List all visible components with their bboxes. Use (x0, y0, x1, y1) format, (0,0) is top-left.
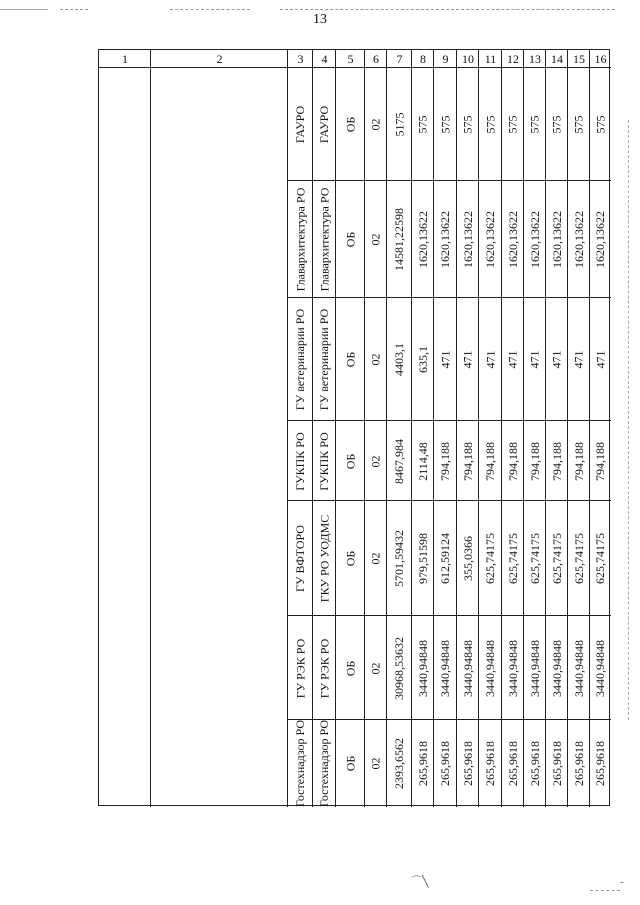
column-number: 14 (551, 51, 563, 66)
value-cell (546, 421, 568, 501)
value-cell (502, 298, 524, 421)
value-cell (387, 616, 412, 720)
cell-text: 794,188 (593, 441, 607, 481)
cell-text: 979,51598 (415, 533, 430, 584)
cell-text: ОБ (343, 660, 357, 676)
cell-text: 575 (593, 115, 607, 134)
budget-source-cell (336, 616, 365, 720)
budget-source-cell (336, 421, 365, 501)
value-cell (546, 501, 568, 616)
value-cell (434, 616, 457, 720)
value-cell (434, 720, 457, 807)
cell-text: ОБ (343, 351, 357, 368)
value-cell (568, 68, 590, 181)
cell-text: ГКУ РО УОДМС (317, 514, 332, 603)
cell-text: 625,74175 (483, 533, 497, 584)
value-cell (412, 421, 434, 501)
value-cell (502, 181, 524, 298)
cell-text: 575 (527, 115, 542, 134)
cell-text: 02 (368, 353, 383, 366)
value-cell (434, 421, 457, 501)
budget-source-cell (336, 68, 365, 181)
cell-text: 3440,94848 (549, 639, 564, 697)
cell-text: 3440,94848 (460, 639, 475, 697)
column-number: 3 (297, 51, 304, 66)
budget-table (98, 49, 610, 806)
cell-text: 3440,94848 (527, 639, 542, 697)
value-cell (502, 68, 524, 181)
scan-mark: ˘ (620, 880, 624, 892)
column-number: 8 (420, 51, 426, 66)
column-number: 12 (507, 51, 519, 66)
value-cell (457, 421, 479, 501)
cell-text: 1620,13622 (438, 211, 452, 268)
cell-text: 471 (483, 350, 497, 369)
cell-text: 4403,1 (392, 343, 406, 376)
value-cell (457, 68, 479, 181)
entity-name-cell (288, 68, 313, 181)
cell-text: 625,74175 (527, 533, 542, 584)
cell-text: 575 (483, 115, 497, 134)
responsible-org-cell (313, 181, 336, 298)
value-cell (502, 501, 524, 616)
budget-source-cell (336, 298, 365, 421)
code-cell (365, 181, 387, 298)
cell-text: ГУКПК РО (317, 431, 331, 491)
value-cell (590, 616, 611, 720)
cell-text: 02 (368, 757, 383, 770)
value-cell (434, 181, 457, 298)
cell-text: 612,59124 (438, 533, 452, 584)
cell-text: 02 (368, 455, 383, 467)
responsible-org-cell (313, 298, 336, 421)
cell-text: 265,9618 (549, 741, 564, 786)
value-cell (412, 501, 434, 616)
cell-text: 265,9618 (505, 741, 520, 786)
value-cell (546, 181, 568, 298)
cell-text: 265,9618 (571, 741, 586, 786)
value-cell (387, 720, 412, 807)
cell-text: 794,188 (505, 441, 520, 481)
cell-text: 794,188 (438, 441, 452, 481)
value-cell (479, 501, 502, 616)
cell-text: ОБ (343, 453, 357, 469)
cell-text: ГАУРО (293, 105, 308, 144)
cell-text: 1620,13622 (415, 211, 430, 268)
cell-text: 471 (593, 350, 607, 369)
scan-rule (590, 890, 620, 891)
value-cell (412, 68, 434, 181)
value-cell (457, 616, 479, 720)
column-number: 10 (462, 51, 474, 66)
cell-text: ГУ ветеринарии РО (293, 308, 307, 411)
budget-source-cell (336, 501, 365, 616)
column-number: 13 (529, 51, 541, 66)
value-cell (412, 720, 434, 807)
value-cell (457, 501, 479, 616)
value-cell (387, 181, 412, 298)
cell-text: 635,1 (415, 346, 430, 373)
cell-text: 3440,94848 (415, 639, 430, 697)
column-number: 9 (442, 51, 449, 66)
cell-text: 575 (505, 115, 520, 134)
cell-text: 02 (368, 233, 383, 246)
value-cell (502, 421, 524, 501)
scan-rule (60, 9, 88, 10)
cell-text: 1620,13622 (460, 211, 475, 268)
responsible-org-cell (313, 720, 336, 807)
cell-text: 265,9618 (438, 741, 452, 786)
cell-text: Главархитектура РО (293, 187, 307, 292)
entity-name-cell (288, 298, 313, 421)
cell-text: Главархитектура РО (317, 187, 331, 292)
scan-rule (0, 9, 48, 10)
value-cell (387, 501, 412, 616)
column-number: 15 (573, 51, 585, 66)
value-cell (546, 298, 568, 421)
column-number: 7 (396, 51, 403, 66)
cell-text: 3440,94848 (505, 639, 520, 697)
cell-text: 575 (549, 115, 564, 134)
value-cell (590, 421, 611, 501)
column-number: 5 (347, 51, 354, 66)
value-cell (590, 298, 611, 421)
column-number: 4 (321, 51, 328, 66)
cell-text: 471 (460, 350, 475, 369)
entity-name-cell (288, 616, 313, 720)
cell-text: ОБ (343, 116, 357, 133)
value-cell (479, 181, 502, 298)
code-cell (365, 501, 387, 616)
cell-text: 2393,6562 (392, 738, 406, 789)
scan-mark: ⌒╲ (411, 876, 429, 888)
value-cell (590, 720, 611, 807)
cell-text: 3440,94848 (438, 639, 452, 697)
cell-text: 575 (571, 115, 586, 134)
value-cell (524, 616, 546, 720)
value-cell (434, 501, 457, 616)
cell-text: 794,188 (549, 441, 564, 481)
entity-name-cell (288, 501, 313, 616)
cell-text: 265,9618 (527, 741, 542, 786)
cell-text: 1620,13622 (549, 211, 564, 268)
value-cell (524, 181, 546, 298)
cell-text: 1620,13622 (527, 211, 542, 268)
column-number: 11 (484, 51, 497, 66)
cell-text: 1620,13622 (505, 211, 520, 268)
value-cell (568, 298, 590, 421)
cell-text: 8467,984 (392, 438, 406, 484)
value-cell (479, 616, 502, 720)
column-divider (150, 50, 151, 807)
value-cell (479, 720, 502, 807)
cell-text: 3440,94848 (483, 639, 497, 697)
value-cell (546, 720, 568, 807)
value-cell (479, 68, 502, 181)
cell-text: 1620,13622 (483, 211, 497, 268)
value-cell (387, 68, 412, 181)
cell-text: ГУ РЭК РО (293, 638, 307, 698)
cell-text: 14581,22598 (392, 208, 406, 271)
value-cell (457, 720, 479, 807)
value-cell (502, 720, 524, 807)
cell-text: 471 (505, 350, 520, 369)
value-cell (457, 181, 479, 298)
value-cell (568, 181, 590, 298)
value-cell (546, 68, 568, 181)
cell-text: ГУ ветеринарии РО (317, 308, 331, 411)
column-number: 16 (594, 51, 607, 66)
value-cell (590, 181, 611, 298)
scan-rule (170, 9, 250, 10)
code-cell (365, 720, 387, 807)
cell-text: 265,9618 (483, 741, 497, 786)
column-number: 2 (216, 51, 223, 66)
value-cell (502, 616, 524, 720)
cell-text: 30968,53632 (392, 636, 406, 700)
cell-text: 5701,59432 (392, 530, 406, 587)
responsible-org-cell (313, 421, 336, 501)
code-cell (365, 421, 387, 501)
cell-text: 1620,13622 (571, 211, 586, 268)
cell-text: 3440,94848 (571, 639, 586, 697)
value-cell (524, 720, 546, 807)
cell-text: ГУ РЭК РО (317, 638, 331, 698)
value-cell (412, 298, 434, 421)
value-cell (412, 181, 434, 298)
cell-text: 794,188 (460, 441, 475, 481)
responsible-org-cell (313, 616, 336, 720)
value-cell (387, 421, 412, 501)
cell-text: 471 (571, 350, 586, 369)
value-cell (568, 616, 590, 720)
cell-text: 794,188 (527, 441, 542, 481)
value-cell (434, 298, 457, 421)
entity-name-cell (288, 720, 313, 807)
cell-text: 1620,13622 (593, 211, 607, 268)
budget-source-cell (336, 720, 365, 807)
value-cell (546, 616, 568, 720)
cell-text: 625,74175 (505, 533, 520, 584)
column-number: 1 (122, 51, 128, 66)
cell-text: 265,9618 (593, 741, 607, 786)
column-number: 6 (373, 51, 379, 66)
cell-text: 575 (460, 115, 475, 134)
value-cell (568, 501, 590, 616)
cell-text: 355,0366 (460, 536, 475, 581)
cell-text: 794,188 (483, 441, 497, 481)
cell-text: 471 (527, 350, 542, 369)
cell-text: 5175 (392, 112, 406, 137)
cell-text: 02 (368, 118, 383, 131)
value-cell (590, 501, 611, 616)
value-cell (457, 298, 479, 421)
entity-name-cell (288, 181, 313, 298)
cell-text: 794,188 (571, 441, 586, 481)
value-cell (387, 298, 412, 421)
cell-text: 471 (438, 350, 452, 369)
code-cell (365, 298, 387, 421)
value-cell (524, 298, 546, 421)
value-cell (524, 68, 546, 181)
entity-name-cell (288, 421, 313, 501)
value-cell (479, 298, 502, 421)
page-number: 13 (313, 12, 327, 27)
cell-text: ОБ (343, 231, 357, 248)
cell-text: Гостехнадзор РО (293, 719, 308, 808)
cell-text: ОБ (343, 755, 357, 772)
scan-edge (628, 120, 629, 720)
cell-text: 575 (438, 115, 452, 134)
responsible-org-cell (313, 501, 336, 616)
cell-text: 625,74175 (549, 533, 564, 584)
value-cell (412, 616, 434, 720)
cell-text: 575 (415, 115, 430, 134)
cell-text: 2114,48 (415, 441, 430, 481)
value-cell (479, 421, 502, 501)
cell-text: 02 (368, 552, 383, 565)
budget-source-cell (336, 181, 365, 298)
cell-text: Гостехнадзор РО (317, 719, 332, 808)
cell-text: ГАУРО (317, 105, 332, 144)
cell-text: 02 (368, 662, 383, 674)
cell-text: 265,9618 (460, 741, 475, 786)
code-cell (365, 68, 387, 181)
code-cell (365, 616, 387, 720)
value-cell (568, 421, 590, 501)
responsible-org-cell (313, 68, 336, 181)
cell-text: 265,9618 (415, 741, 430, 786)
cell-text: ОБ (343, 550, 357, 567)
cell-text: 625,74175 (571, 533, 586, 584)
value-cell (568, 720, 590, 807)
cell-text: 625,74175 (593, 533, 607, 584)
scan-rule (280, 9, 615, 10)
value-cell (434, 68, 457, 181)
cell-text: ГУКПК РО (293, 431, 307, 491)
value-cell (590, 68, 611, 181)
cell-text: 3440,94848 (593, 639, 607, 697)
cell-text: ГУ ВФТОРО (293, 525, 308, 592)
value-cell (524, 421, 546, 501)
cell-text: 471 (549, 350, 564, 369)
value-cell (524, 501, 546, 616)
